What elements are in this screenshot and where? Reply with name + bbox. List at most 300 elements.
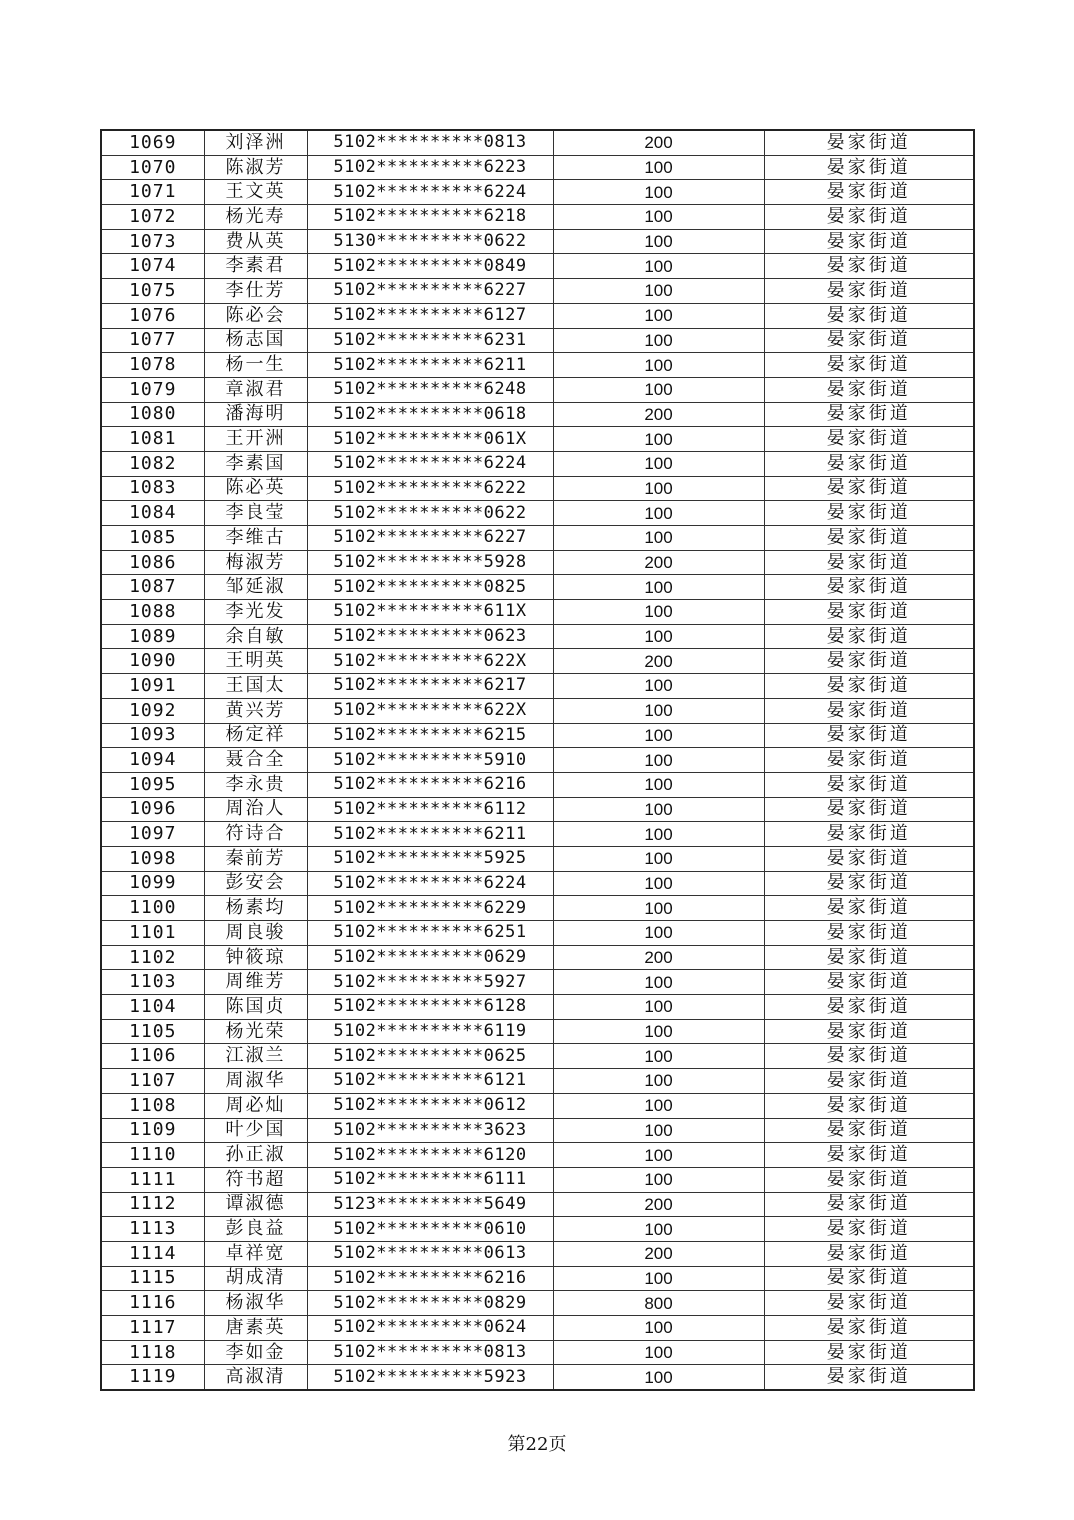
name-cell: 唐素英 bbox=[204, 1316, 307, 1341]
id-number-cell: 5102**********6112 bbox=[307, 797, 553, 822]
street-cell: 晏家街道 bbox=[764, 1069, 974, 1094]
row-number-cell: 1086 bbox=[101, 550, 204, 575]
id-number-cell: 5102**********6224 bbox=[307, 451, 553, 476]
street-cell: 晏家街道 bbox=[764, 674, 974, 699]
row-number-cell: 1108 bbox=[101, 1093, 204, 1118]
amount-cell: 800 bbox=[553, 1291, 764, 1316]
row-number-cell: 1078 bbox=[101, 353, 204, 378]
street-cell: 晏家街道 bbox=[764, 921, 974, 946]
name-cell: 杨淑华 bbox=[204, 1291, 307, 1316]
id-number-cell: 5102**********0849 bbox=[307, 254, 553, 279]
id-number-cell: 5102**********6217 bbox=[307, 674, 553, 699]
name-cell: 陈必会 bbox=[204, 303, 307, 328]
street-cell: 晏家街道 bbox=[764, 1291, 974, 1316]
row-number-cell: 1099 bbox=[101, 871, 204, 896]
id-number-cell: 5102**********5923 bbox=[307, 1365, 553, 1390]
id-number-cell: 5102**********5927 bbox=[307, 970, 553, 995]
name-cell: 章淑君 bbox=[204, 377, 307, 402]
table-row bbox=[101, 1340, 974, 1365]
street-cell: 晏家街道 bbox=[764, 945, 974, 970]
id-number-cell: 5102**********6223 bbox=[307, 155, 553, 180]
row-number-cell: 1085 bbox=[101, 526, 204, 551]
table-row bbox=[101, 427, 974, 452]
row-number-cell: 1082 bbox=[101, 451, 204, 476]
row-number-cell: 1109 bbox=[101, 1118, 204, 1143]
id-number-cell: 5102**********6224 bbox=[307, 871, 553, 896]
row-number-cell: 1087 bbox=[101, 575, 204, 600]
street-cell: 晏家街道 bbox=[764, 130, 974, 155]
id-number-cell: 5102**********6216 bbox=[307, 1266, 553, 1291]
amount-cell: 100 bbox=[553, 155, 764, 180]
table-row bbox=[101, 921, 974, 946]
id-number-cell: 5102**********6119 bbox=[307, 1019, 553, 1044]
id-number-cell: 5102**********6127 bbox=[307, 303, 553, 328]
name-cell: 聂合全 bbox=[204, 748, 307, 773]
table-row bbox=[101, 600, 974, 625]
id-number-cell: 5102**********611X bbox=[307, 600, 553, 625]
row-number-cell: 1116 bbox=[101, 1291, 204, 1316]
table-row bbox=[101, 155, 974, 180]
amount-cell: 100 bbox=[553, 476, 764, 501]
row-number-cell: 1070 bbox=[101, 155, 204, 180]
roster-table bbox=[100, 129, 975, 1391]
table-row bbox=[101, 624, 974, 649]
id-number-cell: 5102**********0618 bbox=[307, 402, 553, 427]
row-number-cell: 1103 bbox=[101, 970, 204, 995]
row-number-cell: 1105 bbox=[101, 1019, 204, 1044]
row-number-cell: 1074 bbox=[101, 254, 204, 279]
amount-cell: 100 bbox=[553, 1019, 764, 1044]
id-number-cell: 5102**********6216 bbox=[307, 772, 553, 797]
amount-cell: 100 bbox=[553, 229, 764, 254]
name-cell: 潘海明 bbox=[204, 402, 307, 427]
amount-cell: 100 bbox=[553, 846, 764, 871]
table-row bbox=[101, 130, 974, 155]
amount-cell: 100 bbox=[553, 526, 764, 551]
street-cell: 晏家街道 bbox=[764, 476, 974, 501]
amount-cell: 100 bbox=[553, 451, 764, 476]
amount-cell: 100 bbox=[553, 698, 764, 723]
row-number-cell: 1095 bbox=[101, 772, 204, 797]
amount-cell: 100 bbox=[553, 921, 764, 946]
table-row bbox=[101, 1069, 974, 1094]
row-number-cell: 1069 bbox=[101, 130, 204, 155]
id-number-cell: 5102**********0829 bbox=[307, 1291, 553, 1316]
table-row bbox=[101, 871, 974, 896]
name-cell: 符诗合 bbox=[204, 822, 307, 847]
table-row bbox=[101, 229, 974, 254]
name-cell: 余自敏 bbox=[204, 624, 307, 649]
row-number-cell: 1113 bbox=[101, 1217, 204, 1242]
name-cell: 杨素均 bbox=[204, 896, 307, 921]
row-number-cell: 1091 bbox=[101, 674, 204, 699]
name-cell: 杨光荣 bbox=[204, 1019, 307, 1044]
name-cell: 高淑清 bbox=[204, 1365, 307, 1390]
name-cell: 周治人 bbox=[204, 797, 307, 822]
table-row bbox=[101, 1365, 974, 1390]
amount-cell: 100 bbox=[553, 871, 764, 896]
street-cell: 晏家街道 bbox=[764, 698, 974, 723]
street-cell: 晏家街道 bbox=[764, 229, 974, 254]
name-cell: 李良莹 bbox=[204, 501, 307, 526]
amount-cell: 100 bbox=[553, 970, 764, 995]
amount-cell: 100 bbox=[553, 1340, 764, 1365]
amount-cell: 100 bbox=[553, 575, 764, 600]
street-cell: 晏家街道 bbox=[764, 896, 974, 921]
amount-cell: 100 bbox=[553, 353, 764, 378]
name-cell: 周淑华 bbox=[204, 1069, 307, 1094]
street-cell: 晏家街道 bbox=[764, 600, 974, 625]
id-number-cell: 5102**********6248 bbox=[307, 377, 553, 402]
street-cell: 晏家街道 bbox=[764, 846, 974, 871]
row-number-cell: 1098 bbox=[101, 846, 204, 871]
page-number: 第22页 bbox=[507, 1434, 567, 1455]
row-number-cell: 1077 bbox=[101, 328, 204, 353]
row-number-cell: 1092 bbox=[101, 698, 204, 723]
id-number-cell: 5123**********5649 bbox=[307, 1192, 553, 1217]
street-cell: 晏家街道 bbox=[764, 303, 974, 328]
table-row bbox=[101, 1143, 974, 1168]
table-row bbox=[101, 1241, 974, 1266]
table-row bbox=[101, 279, 974, 304]
street-cell: 晏家街道 bbox=[764, 1266, 974, 1291]
id-number-cell: 5102**********0610 bbox=[307, 1217, 553, 1242]
table-row bbox=[101, 846, 974, 871]
row-number-cell: 1102 bbox=[101, 945, 204, 970]
row-number-cell: 1079 bbox=[101, 377, 204, 402]
table-row bbox=[101, 748, 974, 773]
street-cell: 晏家街道 bbox=[764, 377, 974, 402]
amount-cell: 200 bbox=[553, 1241, 764, 1266]
street-cell: 晏家街道 bbox=[764, 1217, 974, 1242]
amount-cell: 100 bbox=[553, 501, 764, 526]
row-number-cell: 1072 bbox=[101, 205, 204, 230]
amount-cell: 200 bbox=[553, 130, 764, 155]
name-cell: 符书超 bbox=[204, 1167, 307, 1192]
amount-cell: 100 bbox=[553, 328, 764, 353]
name-cell: 陈国贞 bbox=[204, 995, 307, 1020]
amount-cell: 200 bbox=[553, 649, 764, 674]
name-cell: 陈淑芳 bbox=[204, 155, 307, 180]
table-row bbox=[101, 303, 974, 328]
row-number-cell: 1094 bbox=[101, 748, 204, 773]
row-number-cell: 1101 bbox=[101, 921, 204, 946]
table-row bbox=[101, 1019, 974, 1044]
row-number-cell: 1073 bbox=[101, 229, 204, 254]
amount-cell: 200 bbox=[553, 945, 764, 970]
id-number-cell: 5102**********6215 bbox=[307, 723, 553, 748]
amount-cell: 100 bbox=[553, 772, 764, 797]
table-row bbox=[101, 1167, 974, 1192]
id-number-cell: 5102**********0623 bbox=[307, 624, 553, 649]
id-number-cell: 5102**********0629 bbox=[307, 945, 553, 970]
id-number-cell: 5102**********061X bbox=[307, 427, 553, 452]
amount-cell: 100 bbox=[553, 822, 764, 847]
table-row bbox=[101, 674, 974, 699]
street-cell: 晏家街道 bbox=[764, 254, 974, 279]
table-row bbox=[101, 896, 974, 921]
id-number-cell: 5102**********0624 bbox=[307, 1316, 553, 1341]
id-number-cell: 5102**********6251 bbox=[307, 921, 553, 946]
table-row bbox=[101, 1217, 974, 1242]
street-cell: 晏家街道 bbox=[764, 822, 974, 847]
id-number-cell: 5102**********5925 bbox=[307, 846, 553, 871]
row-number-cell: 1104 bbox=[101, 995, 204, 1020]
table-row bbox=[101, 1044, 974, 1069]
id-number-cell: 5102**********3623 bbox=[307, 1118, 553, 1143]
name-cell: 卓祥宽 bbox=[204, 1241, 307, 1266]
row-number-cell: 1115 bbox=[101, 1266, 204, 1291]
amount-cell: 100 bbox=[553, 1266, 764, 1291]
street-cell: 晏家街道 bbox=[764, 205, 974, 230]
amount-cell: 100 bbox=[553, 1044, 764, 1069]
name-cell: 王明英 bbox=[204, 649, 307, 674]
row-number-cell: 1114 bbox=[101, 1241, 204, 1266]
street-cell: 晏家街道 bbox=[764, 427, 974, 452]
row-number-cell: 1096 bbox=[101, 797, 204, 822]
row-number-cell: 1080 bbox=[101, 402, 204, 427]
table-row bbox=[101, 180, 974, 205]
amount-cell: 100 bbox=[553, 427, 764, 452]
id-number-cell: 5102**********0813 bbox=[307, 130, 553, 155]
amount-cell: 100 bbox=[553, 279, 764, 304]
name-cell: 钟筱琼 bbox=[204, 945, 307, 970]
table-row bbox=[101, 254, 974, 279]
row-number-cell: 1112 bbox=[101, 1192, 204, 1217]
id-number-cell: 5102**********622X bbox=[307, 649, 553, 674]
table-row bbox=[101, 822, 974, 847]
id-number-cell: 5102**********5910 bbox=[307, 748, 553, 773]
id-number-cell: 5102**********6231 bbox=[307, 328, 553, 353]
id-number-cell: 5102**********6229 bbox=[307, 896, 553, 921]
id-number-cell: 5102**********6121 bbox=[307, 1069, 553, 1094]
street-cell: 晏家街道 bbox=[764, 970, 974, 995]
amount-cell: 100 bbox=[553, 1217, 764, 1242]
amount-cell: 100 bbox=[553, 797, 764, 822]
id-number-cell: 5102**********6222 bbox=[307, 476, 553, 501]
street-cell: 晏家街道 bbox=[764, 279, 974, 304]
row-number-cell: 1111 bbox=[101, 1167, 204, 1192]
id-number-cell: 5102**********6120 bbox=[307, 1143, 553, 1168]
table-row bbox=[101, 501, 974, 526]
name-cell: 李如金 bbox=[204, 1340, 307, 1365]
id-number-cell: 5130**********0622 bbox=[307, 229, 553, 254]
table-row bbox=[101, 328, 974, 353]
street-cell: 晏家街道 bbox=[764, 1167, 974, 1192]
amount-cell: 100 bbox=[553, 723, 764, 748]
amount-cell: 100 bbox=[553, 896, 764, 921]
table-row bbox=[101, 797, 974, 822]
name-cell: 彭良益 bbox=[204, 1217, 307, 1242]
name-cell: 杨一生 bbox=[204, 353, 307, 378]
id-number-cell: 5102**********6227 bbox=[307, 279, 553, 304]
name-cell: 李素君 bbox=[204, 254, 307, 279]
amount-cell: 100 bbox=[553, 303, 764, 328]
id-number-cell: 5102**********0622 bbox=[307, 501, 553, 526]
table-row bbox=[101, 353, 974, 378]
amount-cell: 100 bbox=[553, 1118, 764, 1143]
name-cell: 李维古 bbox=[204, 526, 307, 551]
amount-cell: 100 bbox=[553, 205, 764, 230]
table-row bbox=[101, 945, 974, 970]
street-cell: 晏家街道 bbox=[764, 155, 974, 180]
table-row bbox=[101, 970, 974, 995]
row-number-cell: 1097 bbox=[101, 822, 204, 847]
name-cell: 周维芳 bbox=[204, 970, 307, 995]
row-number-cell: 1089 bbox=[101, 624, 204, 649]
table-row bbox=[101, 995, 974, 1020]
id-number-cell: 5102**********6211 bbox=[307, 822, 553, 847]
street-cell: 晏家街道 bbox=[764, 1019, 974, 1044]
id-number-cell: 5102**********0813 bbox=[307, 1340, 553, 1365]
row-number-cell: 1071 bbox=[101, 180, 204, 205]
row-number-cell: 1093 bbox=[101, 723, 204, 748]
row-number-cell: 1090 bbox=[101, 649, 204, 674]
table-row bbox=[101, 649, 974, 674]
row-number-cell: 1083 bbox=[101, 476, 204, 501]
street-cell: 晏家街道 bbox=[764, 1340, 974, 1365]
row-number-cell: 1100 bbox=[101, 896, 204, 921]
id-number-cell: 5102**********0625 bbox=[307, 1044, 553, 1069]
name-cell: 刘泽洲 bbox=[204, 130, 307, 155]
name-cell: 梅淑芳 bbox=[204, 550, 307, 575]
amount-cell: 100 bbox=[553, 600, 764, 625]
name-cell: 孙正淑 bbox=[204, 1143, 307, 1168]
amount-cell: 100 bbox=[553, 674, 764, 699]
row-number-cell: 1110 bbox=[101, 1143, 204, 1168]
row-number-cell: 1106 bbox=[101, 1044, 204, 1069]
amount-cell: 100 bbox=[553, 1143, 764, 1168]
amount-cell: 100 bbox=[553, 1167, 764, 1192]
street-cell: 晏家街道 bbox=[764, 624, 974, 649]
id-number-cell: 5102**********622X bbox=[307, 698, 553, 723]
street-cell: 晏家街道 bbox=[764, 1118, 974, 1143]
street-cell: 晏家街道 bbox=[764, 451, 974, 476]
roster-table-body bbox=[101, 130, 974, 1390]
name-cell: 李光发 bbox=[204, 600, 307, 625]
street-cell: 晏家街道 bbox=[764, 1192, 974, 1217]
row-number-cell: 1075 bbox=[101, 279, 204, 304]
table-row bbox=[101, 1093, 974, 1118]
table-row bbox=[101, 205, 974, 230]
id-number-cell: 5102**********0612 bbox=[307, 1093, 553, 1118]
table-row bbox=[101, 451, 974, 476]
amount-cell: 100 bbox=[553, 1093, 764, 1118]
id-number-cell: 5102**********6211 bbox=[307, 353, 553, 378]
row-number-cell: 1107 bbox=[101, 1069, 204, 1094]
name-cell: 秦前芳 bbox=[204, 846, 307, 871]
street-cell: 晏家街道 bbox=[764, 1143, 974, 1168]
name-cell: 黄兴芳 bbox=[204, 698, 307, 723]
street-cell: 晏家街道 bbox=[764, 1316, 974, 1341]
name-cell: 胡成清 bbox=[204, 1266, 307, 1291]
table-row bbox=[101, 575, 974, 600]
amount-cell: 100 bbox=[553, 1069, 764, 1094]
table-row bbox=[101, 723, 974, 748]
street-cell: 晏家街道 bbox=[764, 748, 974, 773]
table-row bbox=[101, 402, 974, 427]
name-cell: 李仕芳 bbox=[204, 279, 307, 304]
table-row bbox=[101, 476, 974, 501]
street-cell: 晏家街道 bbox=[764, 575, 974, 600]
table-row bbox=[101, 1118, 974, 1143]
street-cell: 晏家街道 bbox=[764, 649, 974, 674]
id-number-cell: 5102**********0613 bbox=[307, 1241, 553, 1266]
name-cell: 陈必英 bbox=[204, 476, 307, 501]
id-number-cell: 5102**********6128 bbox=[307, 995, 553, 1020]
amount-cell: 100 bbox=[553, 377, 764, 402]
street-cell: 晏家街道 bbox=[764, 772, 974, 797]
table-row bbox=[101, 377, 974, 402]
street-cell: 晏家街道 bbox=[764, 180, 974, 205]
id-number-cell: 5102**********0825 bbox=[307, 575, 553, 600]
name-cell: 杨志国 bbox=[204, 328, 307, 353]
amount-cell: 100 bbox=[553, 1316, 764, 1341]
street-cell: 晏家街道 bbox=[764, 501, 974, 526]
name-cell: 杨光寿 bbox=[204, 205, 307, 230]
street-cell: 晏家街道 bbox=[764, 723, 974, 748]
amount-cell: 100 bbox=[553, 254, 764, 279]
name-cell: 李素国 bbox=[204, 451, 307, 476]
amount-cell: 100 bbox=[553, 624, 764, 649]
row-number-cell: 1081 bbox=[101, 427, 204, 452]
name-cell: 杨定祥 bbox=[204, 723, 307, 748]
name-cell: 王开洲 bbox=[204, 427, 307, 452]
row-number-cell: 1119 bbox=[101, 1365, 204, 1390]
table-row bbox=[101, 526, 974, 551]
street-cell: 晏家街道 bbox=[764, 402, 974, 427]
name-cell: 李永贵 bbox=[204, 772, 307, 797]
street-cell: 晏家街道 bbox=[764, 550, 974, 575]
street-cell: 晏家街道 bbox=[764, 1093, 974, 1118]
street-cell: 晏家街道 bbox=[764, 797, 974, 822]
row-number-cell: 1118 bbox=[101, 1340, 204, 1365]
name-cell: 江淑兰 bbox=[204, 1044, 307, 1069]
amount-cell: 200 bbox=[553, 1192, 764, 1217]
street-cell: 晏家街道 bbox=[764, 328, 974, 353]
street-cell: 晏家街道 bbox=[764, 1365, 974, 1390]
name-cell: 邹延淑 bbox=[204, 575, 307, 600]
name-cell: 彭安会 bbox=[204, 871, 307, 896]
table-row bbox=[101, 772, 974, 797]
street-cell: 晏家街道 bbox=[764, 995, 974, 1020]
amount-cell: 100 bbox=[553, 995, 764, 1020]
id-number-cell: 5102**********5928 bbox=[307, 550, 553, 575]
street-cell: 晏家街道 bbox=[764, 871, 974, 896]
amount-cell: 100 bbox=[553, 748, 764, 773]
row-number-cell: 1117 bbox=[101, 1316, 204, 1341]
name-cell: 叶少国 bbox=[204, 1118, 307, 1143]
amount-cell: 200 bbox=[553, 402, 764, 427]
name-cell: 费从英 bbox=[204, 229, 307, 254]
table-row bbox=[101, 1266, 974, 1291]
amount-cell: 200 bbox=[553, 550, 764, 575]
street-cell: 晏家街道 bbox=[764, 1044, 974, 1069]
street-cell: 晏家街道 bbox=[764, 353, 974, 378]
row-number-cell: 1088 bbox=[101, 600, 204, 625]
table-row bbox=[101, 1192, 974, 1217]
row-number-cell: 1084 bbox=[101, 501, 204, 526]
table-row bbox=[101, 1316, 974, 1341]
street-cell: 晏家街道 bbox=[764, 1241, 974, 1266]
id-number-cell: 5102**********6111 bbox=[307, 1167, 553, 1192]
amount-cell: 100 bbox=[553, 1365, 764, 1390]
name-cell: 王文英 bbox=[204, 180, 307, 205]
name-cell: 王国太 bbox=[204, 674, 307, 699]
table-row bbox=[101, 550, 974, 575]
table-row bbox=[101, 1291, 974, 1316]
id-number-cell: 5102**********6218 bbox=[307, 205, 553, 230]
